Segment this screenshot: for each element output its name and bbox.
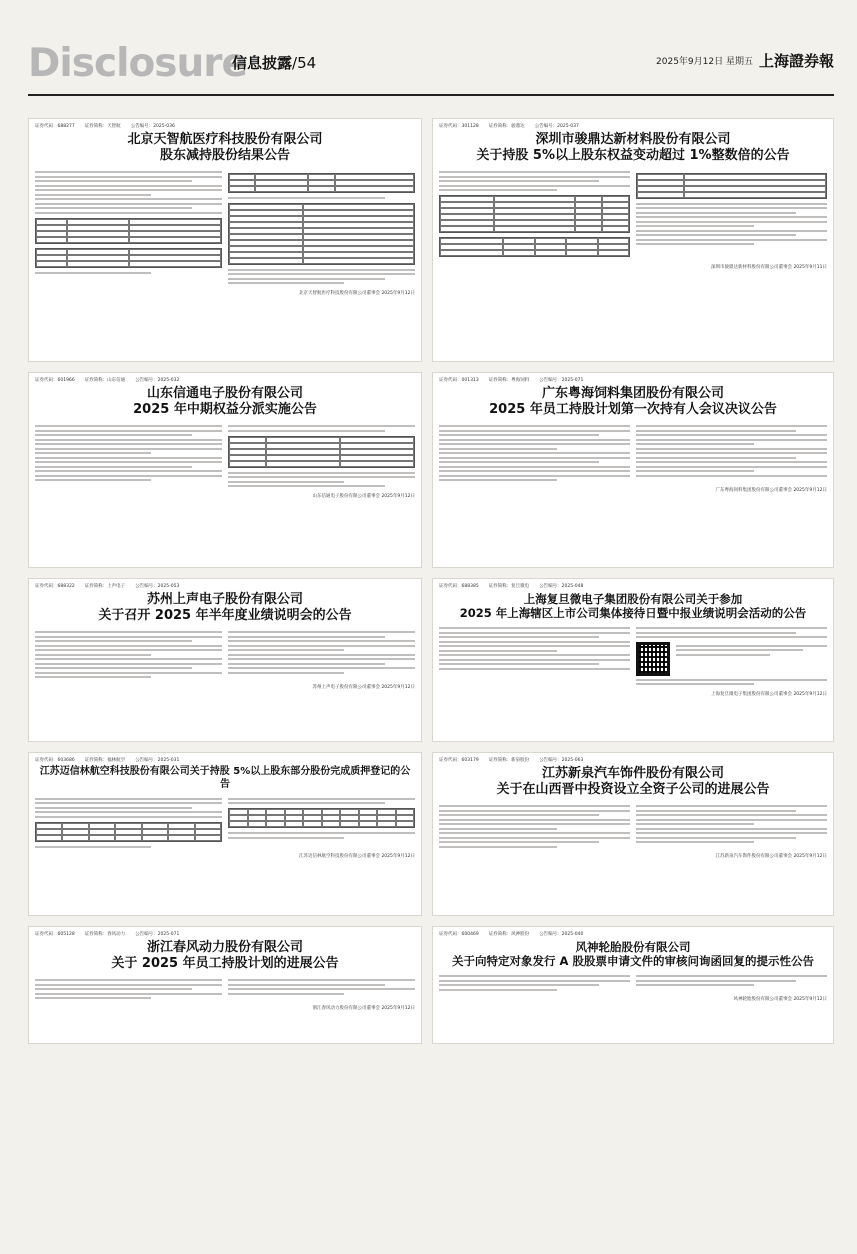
notice-title-line-1: 上海复旦微电子集团股份有限公司关于参加 [523,592,743,606]
notice-body [439,799,827,851]
notice-signature: 广东粤海饲料集团股份有限公司董事会 2025年9月12日 [715,487,827,493]
stock-short: 证券简称：风神股份 [488,932,530,937]
notice-signature: 苏州上声电子股份有限公司董事会 2025年9月12日 [312,684,415,690]
notice-title-line-1: 山东信通电子股份有限公司 [146,386,303,401]
notice-shandong-xintong [28,372,422,568]
notice-title [35,766,415,791]
notice-signature: 山东信通电子股份有限公司董事会 2025年9月12日 [312,493,415,499]
notice-signature: 江苏迈信林航空科技股份有限公司董事会 2025年9月12日 [299,854,415,859]
notice-number: 公告编号：2025-031 [135,758,180,763]
notice-signature: 浙江春风动力股份有限公司董事会 2025年9月12日 [312,1005,415,1011]
stock-code: 证券代码：605128 [35,932,75,937]
notice-xinquan [432,752,834,916]
notice-number: 公告编号：2025-036 [130,124,175,129]
stock-code: 证券代码：603179 [439,758,479,763]
notice-body [35,419,415,490]
notice-jundingda [432,118,834,362]
notice-meta [439,123,827,129]
masthead-wordmark: Disclosure [28,41,247,86]
masthead-right [656,50,834,71]
notices-grid [28,118,834,1238]
notice-fengshen [432,926,834,1044]
notice-signature: 江苏新泉汽车饰件股份有限公司董事会 2025年9月12日 [715,854,827,859]
notice-meta [439,377,827,383]
stock-short: 证券简称：新泉股份 [488,758,530,763]
notice-title-line-1: 北京天智航医疗科技股份有限公司 [127,132,323,147]
stock-short: 证券简称：春风动力 [84,932,126,937]
notice-title-line-1: 广东粤海饲料集团股份有限公司 [541,386,724,401]
notice-title-line-1: 江苏新泉汽车饰件股份有限公司 [541,766,724,781]
notice-number: 公告编号：2025-063 [539,758,584,763]
stock-code: 证券代码：601966 [35,378,75,383]
notice-body [439,621,827,688]
notice-title-line-2: 关于 2025 年员工持股计划的进展公告 [111,956,339,972]
notice-body [439,419,827,484]
stock-code: 证券代码：603686 [35,758,75,763]
notice-title-line-2: 关于召开 2025 年半年度业绩说明会的公告 [98,608,352,624]
notice-title [439,386,827,419]
notice-body [35,791,415,850]
notice-title [439,132,827,165]
stock-code: 证券代码：688322 [35,584,75,589]
notice-title [35,592,415,625]
notice-title-line-2: 关于持股 5%以上股东权益变动超过 1%整数倍的公告 [476,148,790,164]
notice-fudan-micro [432,578,834,742]
notice-number: 公告编号：2025-053 [135,584,180,589]
notice-title-line-2: 2025 年上海辖区上市公司集体接待日暨中报业绩说明会活动的公告 [459,606,807,621]
notice-title [35,132,415,165]
notice-title-line-1: 深圳市骏鼎达新材料股份有限公司 [535,132,731,147]
notice-title-line-2: 2025 年员工持股计划第一次持有人会议决议公告 [489,402,777,418]
masthead-rule [28,94,834,96]
stock-short: 证券简称：骏鼎达 [488,124,525,129]
notice-meta [35,583,415,589]
notice-body [35,625,415,681]
notice-tianzhihang [28,118,422,362]
notice-signature: 上海复旦微电子集团股份有限公司董事会 2025年9月12日 [711,691,827,697]
stock-short: 证券简称：上声电子 [84,584,126,589]
notice-body [35,973,415,1002]
page-number: /54 [292,54,317,72]
notice-title [35,940,415,973]
notice-signature: 深圳市骏鼎达新材料股份有限公司董事会 2025年9月11日 [711,265,827,270]
stock-code: 证券代码：600469 [439,932,479,937]
notice-body [439,969,827,994]
stock-short: 证券简称：山东信通 [84,378,126,383]
notice-title-line-2: 2025 年中期权益分派实施公告 [133,402,317,418]
notice-number: 公告编号：2025-040 [539,932,584,937]
notice-meta [35,377,415,383]
stock-code: 证券代码：688277 [35,124,75,129]
notice-meta [35,757,415,763]
notice-meta [439,931,827,937]
notice-title-line-1: 苏州上声电子股份有限公司 [146,592,303,607]
notice-shangsheng [28,578,422,742]
masthead [28,40,834,92]
notice-maixinlin [28,752,422,916]
notice-signature: 北京天智航医疗科技股份有限公司董事会 2025年9月12日 [299,290,415,296]
notice-cfmoto [28,926,422,1044]
notice-yuehai-feed [432,372,834,568]
notice-meta [439,757,827,763]
notice-title [439,592,827,621]
notice-number: 公告编号：2025-032 [135,378,180,383]
issue-date: 2025年9月12日 星期五 [656,57,753,67]
notice-signature: 风神轮胎股份有限公司董事会 2025年9月12日 [733,997,827,1003]
notice-body [439,165,827,262]
stock-short: 证券简称：复旦微电 [488,584,530,589]
notice-title-line-2: 关于在山西晋中投资设立全资子公司的进展公告 [496,782,770,798]
stock-short: 证券简称：天智航 [84,124,121,129]
stock-code: 证券代码：688385 [439,584,479,589]
notice-title-line-1: 风神轮胎股份有限公司 [575,940,691,954]
stock-short: 证券简称：福林航空 [84,758,126,763]
notice-title [439,766,827,799]
notice-title-line-2: 股东减持股份结果公告 [159,148,290,164]
notice-title-line-1: 江苏迈信林航空科技股份有限公司关于持股 5%以上股东部分股份完成质押登记的公告 [39,766,411,790]
stock-code: 证券代码：001313 [439,378,479,383]
notice-meta [35,931,415,937]
section-title [232,52,316,73]
qr-code-icon [636,642,670,676]
notice-number: 公告编号：2025-037 [534,124,579,129]
stock-short: 证券简称：粤海饲料 [488,378,530,383]
notice-title [439,940,827,969]
notice-title-line-2: 关于向特定对象发行 A 股股票申请文件的审核问询函回复的提示性公告 [452,954,814,969]
notice-number: 公告编号：2025-048 [539,584,584,589]
newspaper-logo: 上海證券報 [758,52,834,70]
notice-number: 公告编号：2025-071 [539,378,584,383]
section-name: 信息披露 [232,54,293,72]
notice-meta [35,123,415,129]
notice-body [35,165,415,287]
stock-code: 证券代码：301128 [439,124,479,129]
notice-number: 公告编号：2025-071 [135,932,180,937]
notice-title-line-1: 浙江春风动力股份有限公司 [146,940,303,955]
notice-title [35,386,415,419]
notice-meta [439,583,827,589]
